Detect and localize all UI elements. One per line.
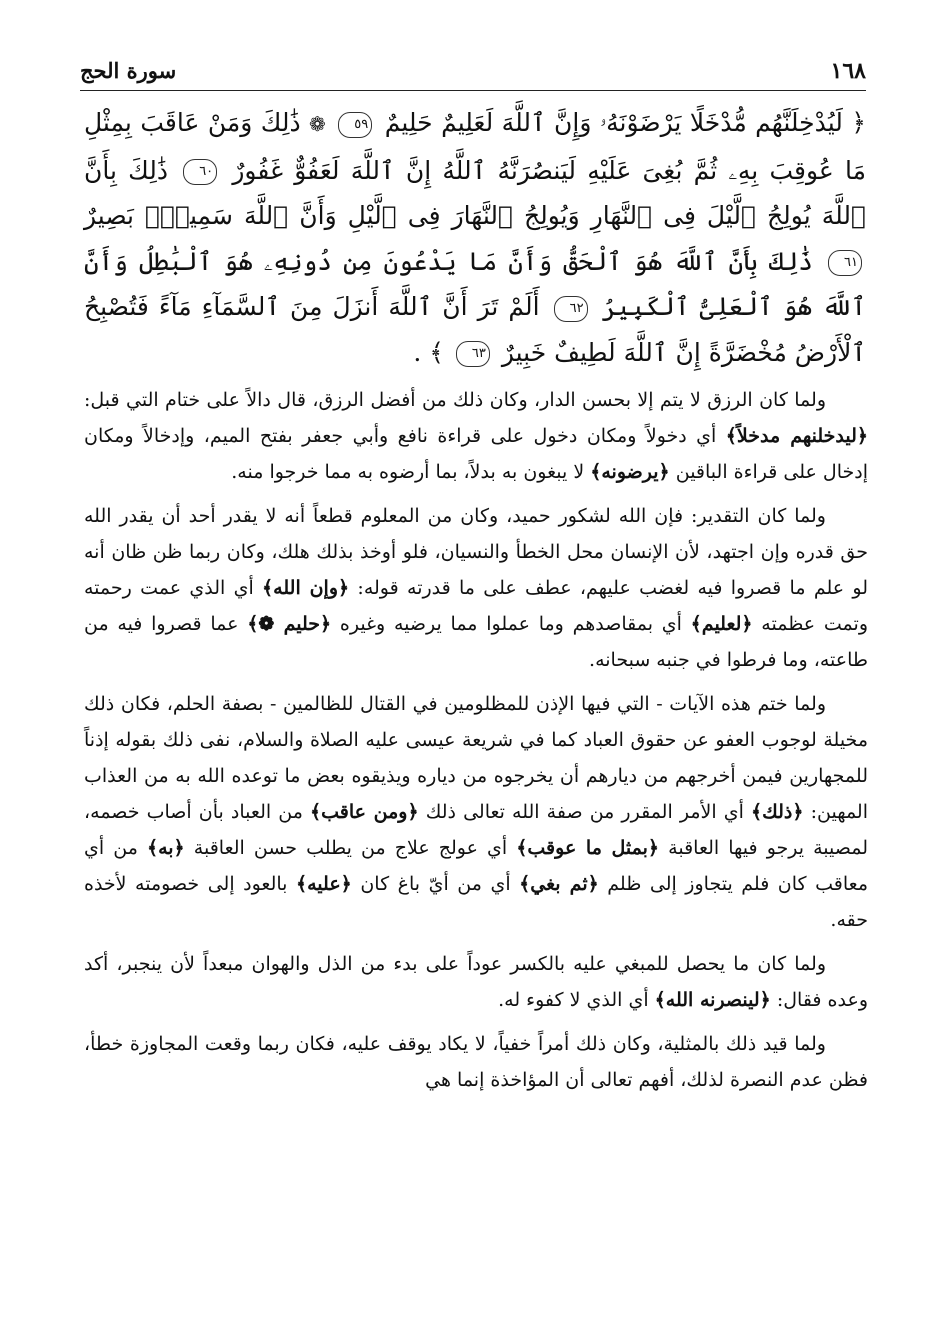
verse-63-text: أَلَمْ تَرَ أَنَّ ٱللَّهَ أَنزَلَ مِنَ ٱلسَّمَآءِ مَآءً فَتُصْبِحُ ٱلْأَرْضُ مُخْضَرَّةً إِنَّ ٱللَّهَ لَطِيفٌ خَبِيرٌ xyxy=(84,292,866,367)
verse-62-text: ذَٰلِكَ بِأَنَّ ٱللَّهَ هُوَ ٱلْحَقُّ وَأَنَّ مَا يَدْعُونَ مِن دُونِهِۦ هُوَ ٱلْبَٰطِلُ وَأَنَّ ٱللَّهَ هُوَ ٱلْعَلِىُّ ٱلْكَبِيرُ xyxy=(84,246,867,321)
paragraph-2 xyxy=(84,498,868,678)
quran-quote: ﴿ذلك﴾ xyxy=(750,801,804,823)
paragraph-text: من أي معاقب كان فلم يتجاوز إلى ظلم xyxy=(84,837,869,895)
quran-quote: ﴿ومن عاقب﴾ xyxy=(309,801,419,823)
verse-59-text: لَيُدْخِلَنَّهُم مُّدْخَلًا يَرْضَوْنَهُۥ وَإِنَّ ٱللَّهَ لَعَلِيمٌ حَلِيمٌ xyxy=(384,108,843,137)
quran-quote: ﴿ليدخلنهم مدخلاً﴾ xyxy=(725,425,868,447)
paragraph-5 xyxy=(84,1026,868,1098)
paragraph-text: ولما كان ما يحصل للمبغي عليه بالكسر عوداً على بدء من الذل والهوان مبعداً لأن ينجبر، أكد وعده فقال: xyxy=(84,953,868,1011)
commentary xyxy=(84,382,868,1106)
paragraph-4 xyxy=(84,946,868,1018)
paragraph-text: ولما كان التقدير: فإن الله لشكور حميد، وكان من المعلوم قطعاً أنه لا يقدر أحد أن يقدر الله حق قدره وإن اجتهد، لأن الإنسان محل الخطأ والنسيان، فلو أوخذ بذلك هلك، وكان ربما ظن ظان أنه لو علم ما قصروا فيه لغضب عليهم، عطف على ما قدرته قوله: xyxy=(84,505,868,599)
paragraph-text: أي دخولاً ومكان دخول على قراءة نافع وأبي جعفر بفتح الميم، وإدخالاً ومكان إدخال على قراءة الباقين xyxy=(84,425,868,483)
page-number: ١٦٨ xyxy=(830,58,866,84)
paragraph-text: من العباد بأن أصاب خصمه، لمصيبة يرجو فيها العاقبة xyxy=(84,801,869,859)
quran-end-mark: . xyxy=(413,337,422,367)
quran-open-bracket: ﴿ xyxy=(851,108,866,137)
verse-61-number: ٦١ xyxy=(828,250,862,276)
quran-quote: ﴿يرضونه﴾ xyxy=(590,461,670,483)
verse-59-number: ٥٩ xyxy=(338,112,372,138)
verse-60-number: ٦٠ xyxy=(183,159,217,185)
paragraph-text: أي عولج علاج من يطلب حسن العاقبة xyxy=(184,837,517,859)
surah-title: سورة الحج xyxy=(80,58,177,83)
paragraph-3 xyxy=(84,686,868,938)
paragraph-text: أي الذي عمت رحمته وتمت عظمته xyxy=(84,577,868,635)
verse-ornament: ❁ xyxy=(309,112,326,136)
quran-quote: ﴿لعليم﴾ xyxy=(690,613,753,635)
quran-verses xyxy=(84,100,866,375)
page-header xyxy=(80,52,866,91)
quran-quote: ﴿ثم بغي﴾ xyxy=(519,873,599,895)
paragraph-text: لا يبغون به بدلاً، بما أرضوه به مما خرجوا منه. xyxy=(231,461,591,483)
paragraph-text: ولما ختم هذه الآيات - التي فيها الإذن للمظلومين في القتال للظالمين - بصفة الحلم، فكان ذلك مخيلة لوجوب العفو عن حقوق العباد كما في شريعة عيسى عليه الصلاة والسلام، نفى ذلك بقوله إذناً للمجهارين فيمن أخرجهم من ديارهم أن يخرجوه من دياره ويذيقوه بعض ما توعده الله به من العذاب المهين: xyxy=(84,693,869,823)
paragraph-text: عما قصروا فيه من طاعته، وما فرطوا في جنبه سبحانه. xyxy=(84,613,868,671)
verse-63-number: ٦٣ xyxy=(456,341,490,367)
paragraph-text: أي من أيّ باغ كان xyxy=(351,873,520,895)
quran-close-bracket: ﴾ xyxy=(429,337,444,367)
paragraph-text: أي الأمر المقرر من صفة الله تعالى ذلك xyxy=(418,801,751,823)
verse-61-text: ذَٰلِكَ بِأَنَّ ٱللَّهَ يُولِجُ ٱلَّيْلَ فِى ٱلنَّهَارِ وَيُولِجُ ٱلنَّهَارَ فِى ٱلَّيْلِ وَأَنَّ ٱللَّهَ سَمِيعٌۢ بَصِيرٌ xyxy=(84,155,866,230)
quran-quote: ﴿لينصرنه الله﴾ xyxy=(654,989,771,1011)
quran-quote: ﴿حليم ❁﴾ xyxy=(247,613,332,635)
paragraph-text: أي بمقاصدهم وما عملوا مما يرضيه وغيره xyxy=(331,613,691,635)
paragraph-text: بالعود إلى خصومته لأخذه حقه. xyxy=(84,873,868,931)
verse-62-number: ٦٢ xyxy=(554,296,588,322)
quran-quote: ﴿عليه﴾ xyxy=(295,873,352,895)
paragraph-1 xyxy=(84,382,868,490)
paragraph-text: ولما قيد ذلك بالمثلية، وكان ذلك أمراً خفياً، لا يكاد يوقف عليه، فكان ربما وقعت المجاوزة خطأ، فظن عدم النصرة لذلك، أفهم تعالى أن المؤاخذة إنما هي xyxy=(84,1033,868,1091)
paragraph-text: ولما كان الرزق لا يتم إلا بحسن الدار، وكان ذلك من أفضل الرزق، قال دالاً على ختام التي قبل: xyxy=(84,389,826,411)
quran-quote: ﴿وإن الله﴾ xyxy=(262,577,350,599)
quran-quote: ﴿بمثل ما عوقب﴾ xyxy=(516,837,660,859)
quran-quote: ﴿به﴾ xyxy=(146,837,185,859)
verse-60-text: ذَٰلِكَ وَمَنْ عَاقَبَ بِمِثْلِ مَا عُوقِبَ بِهِۦ ثُمَّ بُغِىَ عَلَيْهِ لَيَنصُرَنَّهُ ٱللَّهُ إِنَّ ٱللَّهَ لَعَفُوٌّ غَفُورٌ xyxy=(84,108,866,185)
paragraph-text: أي الذي لا كفوء له. xyxy=(498,989,655,1011)
